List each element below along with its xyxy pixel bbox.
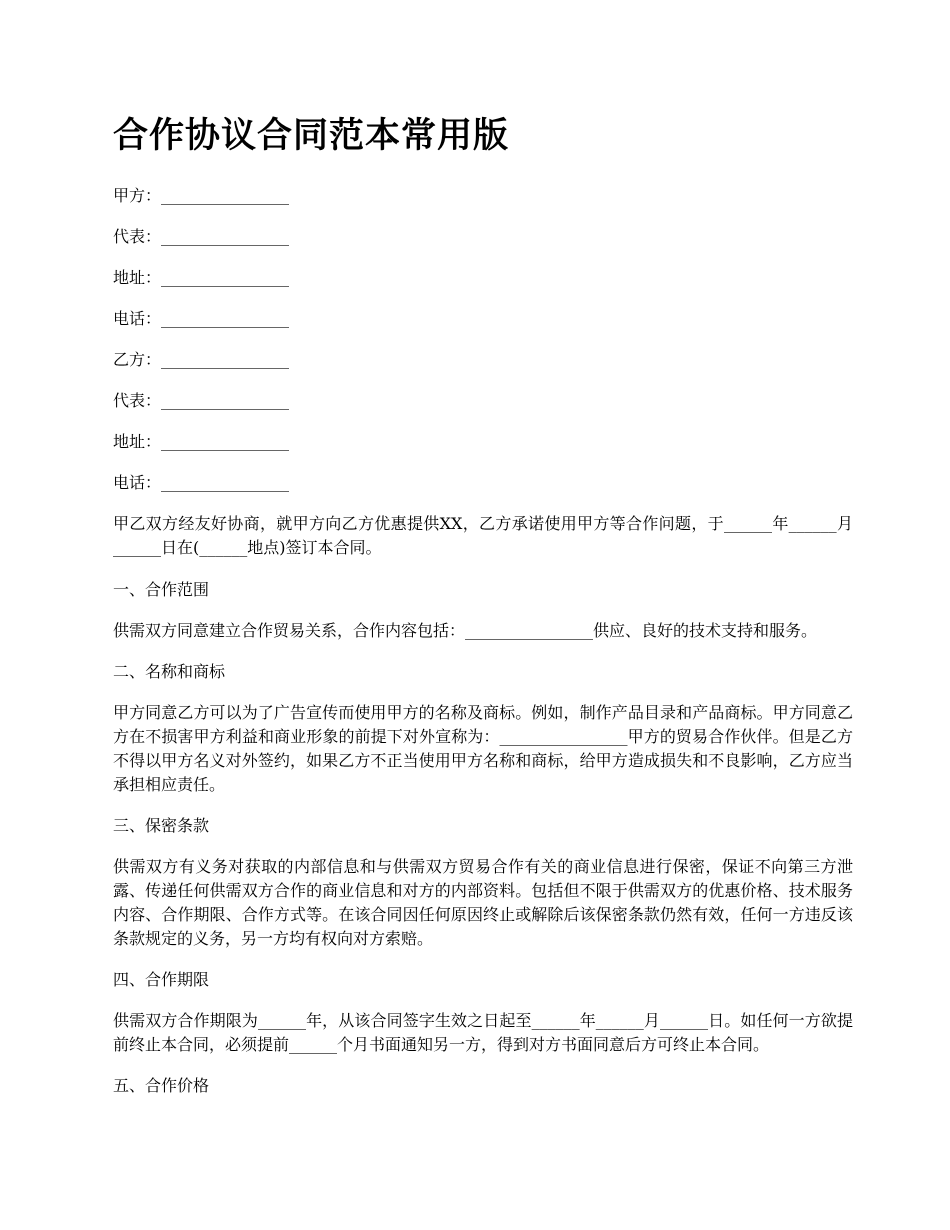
party-a-address-field	[113, 266, 853, 307]
field-label: 代表：	[113, 227, 162, 246]
party-a-name-field	[113, 184, 853, 225]
party-b-phone-field	[113, 471, 853, 512]
field-label: 电话：	[113, 309, 162, 328]
field-blank: ________________	[161, 432, 290, 451]
party-a-representative-field	[113, 225, 853, 266]
party-b-address-field	[113, 430, 853, 471]
field-blank: ________________	[161, 391, 290, 410]
field-blank: ________________	[161, 473, 290, 492]
field-blank: ________________	[161, 227, 290, 246]
section-body: 供需双方同意建立合作贸易关系，合作内容包括：________________供应、良好的技术支持和服务。	[113, 621, 818, 640]
section-body: 供需双方有义务对获取的内部信息和与供需双方贸易合作有关的商业信息进行保密，保证不向第三方泄露、传递任何供需双方合作的商业信息和对方的内部资料。包括但不限于供需双方的优惠价格、技术服务内容、合作期限、合作方式等。在该合同因任何原因终止或解除后该保密条款仍然有效，任何一方违反该条款规定的义务，另一方均有权向对方索赔。	[113, 857, 853, 948]
field-label: 地址：	[113, 268, 162, 287]
contract-document	[113, 112, 853, 1115]
field-label: 乙方：	[113, 350, 162, 369]
party-a-phone-field	[113, 307, 853, 348]
field-label: 甲方：	[113, 186, 162, 205]
field-label: 电话：	[113, 473, 162, 492]
section-body: 甲方同意乙方可以为了广告宣传而使用甲方的名称及商标。例如，制作产品目录和产品商标。甲方同意乙方在不损害甲方利益和商业形象的前提下对外宣称为：________________甲方的贸易合作伙伴。但是乙方不得以甲方名义对外签约，如果乙方不正当使用甲方名称和商标，给甲方造成损失和不良影响，乙方应当承担相应责任。	[113, 703, 853, 794]
field-blank: ________________	[161, 309, 290, 328]
section-heading: 四、合作期限	[113, 970, 210, 989]
field-blank: ________________	[161, 350, 290, 369]
field-label: 代表：	[113, 391, 162, 410]
field-blank: ________________	[161, 186, 290, 205]
section-heading: 三、保密条款	[113, 816, 210, 835]
field-blank: ________________	[161, 268, 290, 287]
party-b-name-field	[113, 348, 853, 389]
section-heading: 一、合作范围	[113, 580, 210, 599]
field-label: 地址：	[113, 432, 162, 451]
section-body: 供需双方合作期限为______年，从该合同签字生效之日起至______年______月______日。如任何一方欲提前终止本合同，必须提前______个月书面通知另一方，得到对方书面同意后方可终止本合同。	[113, 1011, 853, 1054]
section-heading: 五、合作价格	[113, 1076, 210, 1095]
intro-paragraph: 甲乙双方经友好协商，就甲方向乙方优惠提供XX，乙方承诺使用甲方等合作问题，于______年______月______日在(______地点)签订本合同。	[113, 514, 853, 557]
party-b-representative-field	[113, 389, 853, 430]
section-heading: 二、名称和商标	[113, 662, 226, 681]
document-title: 合作协议合同范本常用版	[113, 116, 510, 156]
